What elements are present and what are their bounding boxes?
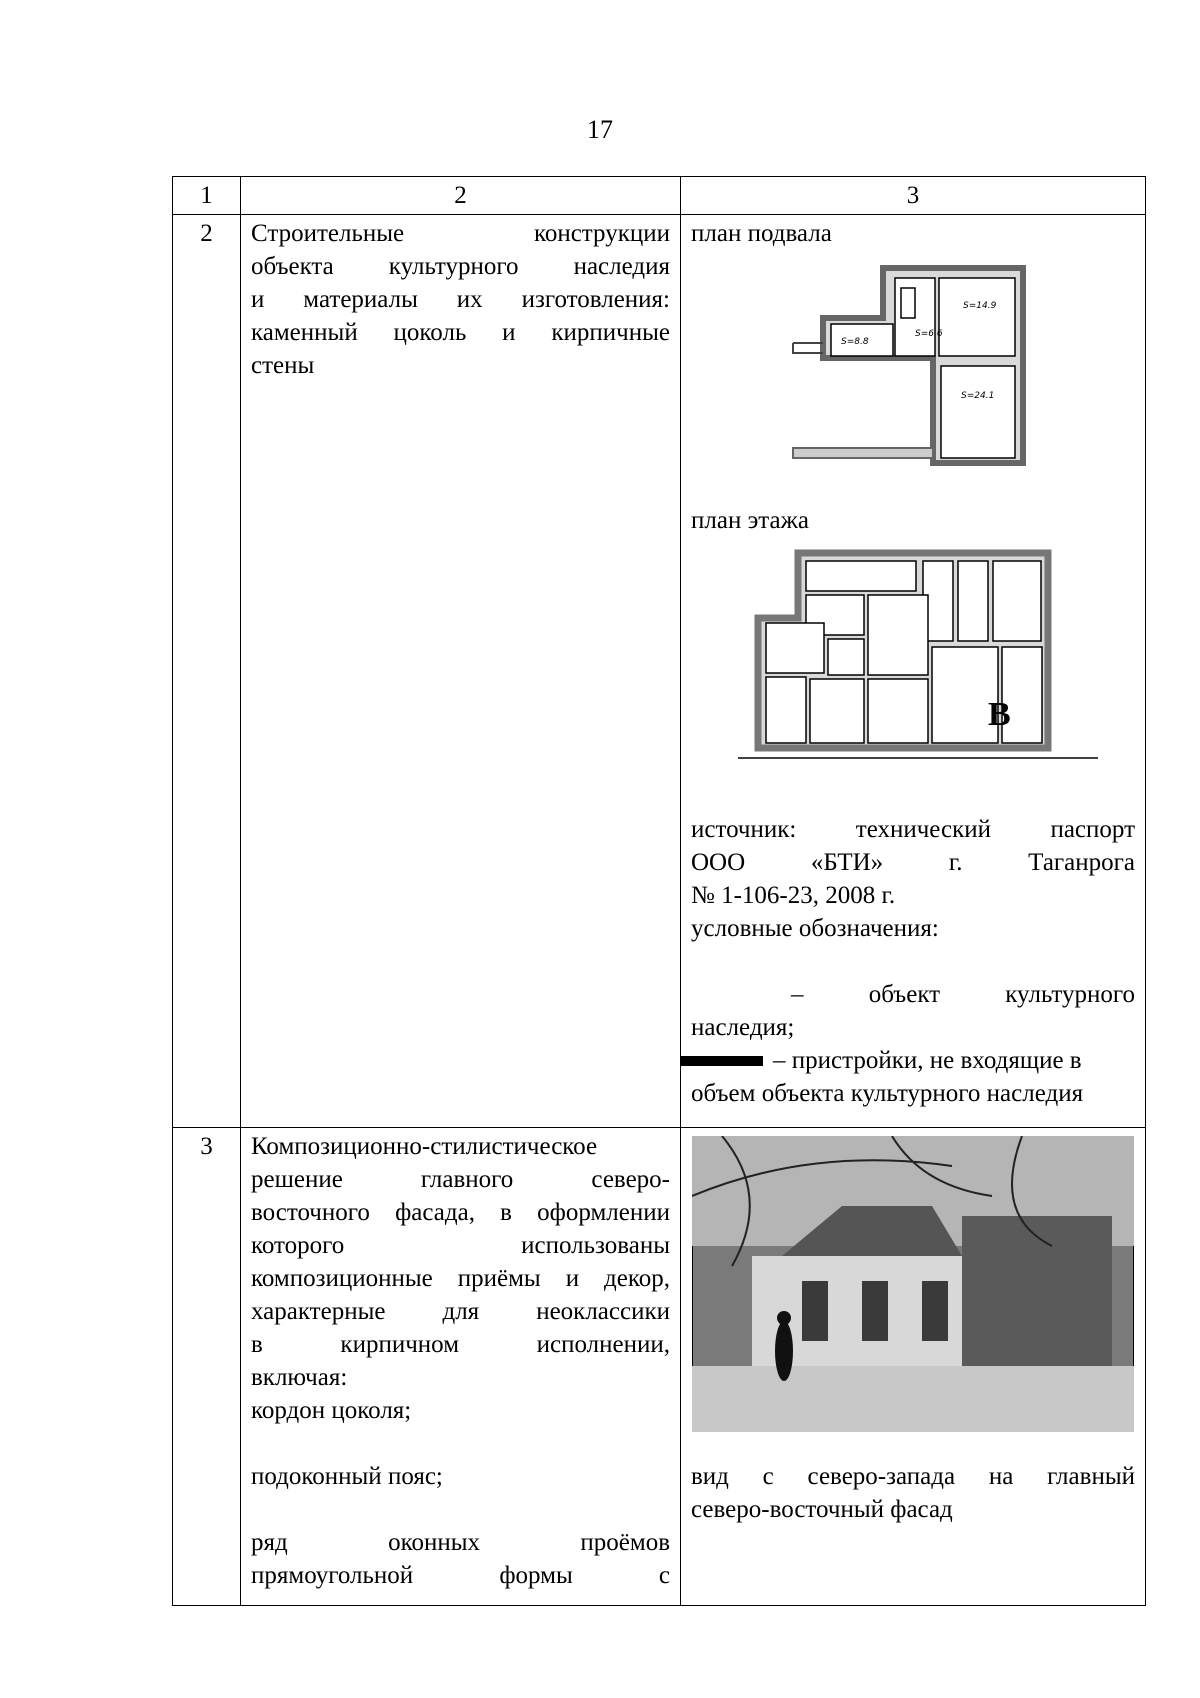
header-col-1: 1 bbox=[173, 177, 241, 215]
room-label: S=6.6 bbox=[915, 329, 943, 339]
room-label: S=8.8 bbox=[841, 337, 869, 347]
legend-item-extensions bbox=[691, 1044, 1135, 1077]
legend-item-heritage: – объект культурного bbox=[791, 981, 1135, 1008]
desc-line: ряд оконных проёмов bbox=[251, 1529, 670, 1556]
legend-extensions-text: – пристройки, не входящие в bbox=[773, 1047, 1082, 1074]
desc-line: в кирпичном исполнении, bbox=[251, 1331, 670, 1358]
floor-plan-label: план этажа bbox=[691, 507, 810, 534]
desc-line: композиционные приёмы и декор, bbox=[251, 1265, 670, 1292]
desc-line: решение главного северо- bbox=[251, 1166, 670, 1193]
legend-black-bar bbox=[681, 1056, 763, 1066]
legend-extensions-cont: объем объекта культурного наследия bbox=[691, 1080, 1084, 1107]
facade-photo bbox=[692, 1136, 1134, 1432]
source-line: № 1-106-23, 2008 г. bbox=[691, 882, 896, 909]
header-col-3: 3 bbox=[681, 177, 1146, 215]
desc-line: Композиционно-стилистическое bbox=[251, 1133, 598, 1160]
desc-line: которого использованы bbox=[251, 1232, 670, 1259]
desc-line: каменный цоколь и кирпичные bbox=[251, 319, 670, 346]
legend-item-heritage-cont: наследия; bbox=[691, 1014, 795, 1041]
row-number: 2 bbox=[173, 215, 241, 1128]
desc-line: прямоугольной формы с bbox=[251, 1562, 670, 1589]
row-number: 3 bbox=[173, 1128, 241, 1606]
row-illustrations bbox=[681, 215, 1146, 1128]
desc-line: Строительные конструкции bbox=[251, 220, 670, 247]
desc-line: и материалы их изготовления: bbox=[251, 286, 670, 313]
building-marker: В bbox=[988, 696, 1011, 733]
legend-title: условные обозначения: bbox=[691, 915, 939, 942]
source-line: ООО «БТИ» г. Таганрога bbox=[691, 849, 1135, 876]
table-row bbox=[173, 1128, 1146, 1606]
photo-caption-line: северо-восточный фасад bbox=[691, 1496, 953, 1523]
desc-line: восточного фасада, в оформлении bbox=[251, 1199, 670, 1226]
floor-plan-drawing bbox=[718, 543, 1108, 773]
header-col-2: 2 bbox=[241, 177, 681, 215]
row-description bbox=[241, 215, 681, 1128]
desc-line: характерные для неоклассики bbox=[251, 1298, 670, 1325]
table-row bbox=[173, 215, 1146, 1128]
basement-plan-drawing bbox=[783, 258, 1043, 478]
desc-line: объекта культурного наследия bbox=[251, 253, 670, 280]
room-label: S=24.1 bbox=[961, 391, 995, 401]
row-photo-cell bbox=[681, 1128, 1146, 1606]
source-line: источник: технический паспорт bbox=[691, 816, 1135, 843]
row-description bbox=[241, 1128, 681, 1606]
desc-line: включая: bbox=[251, 1364, 348, 1391]
room-label: S=14.9 bbox=[963, 301, 997, 311]
page-number: 17 bbox=[587, 115, 613, 144]
feature-item: кордон цоколя; bbox=[251, 1397, 412, 1424]
table-header-row bbox=[173, 177, 1146, 215]
basement-plan-label: план подвала bbox=[691, 220, 832, 247]
heritage-table bbox=[172, 176, 1146, 1606]
photo-caption-line: вид с северо-запада на главный bbox=[691, 1463, 1135, 1490]
desc-line: стены bbox=[251, 352, 315, 379]
feature-item: подоконный пояс; bbox=[251, 1463, 443, 1490]
